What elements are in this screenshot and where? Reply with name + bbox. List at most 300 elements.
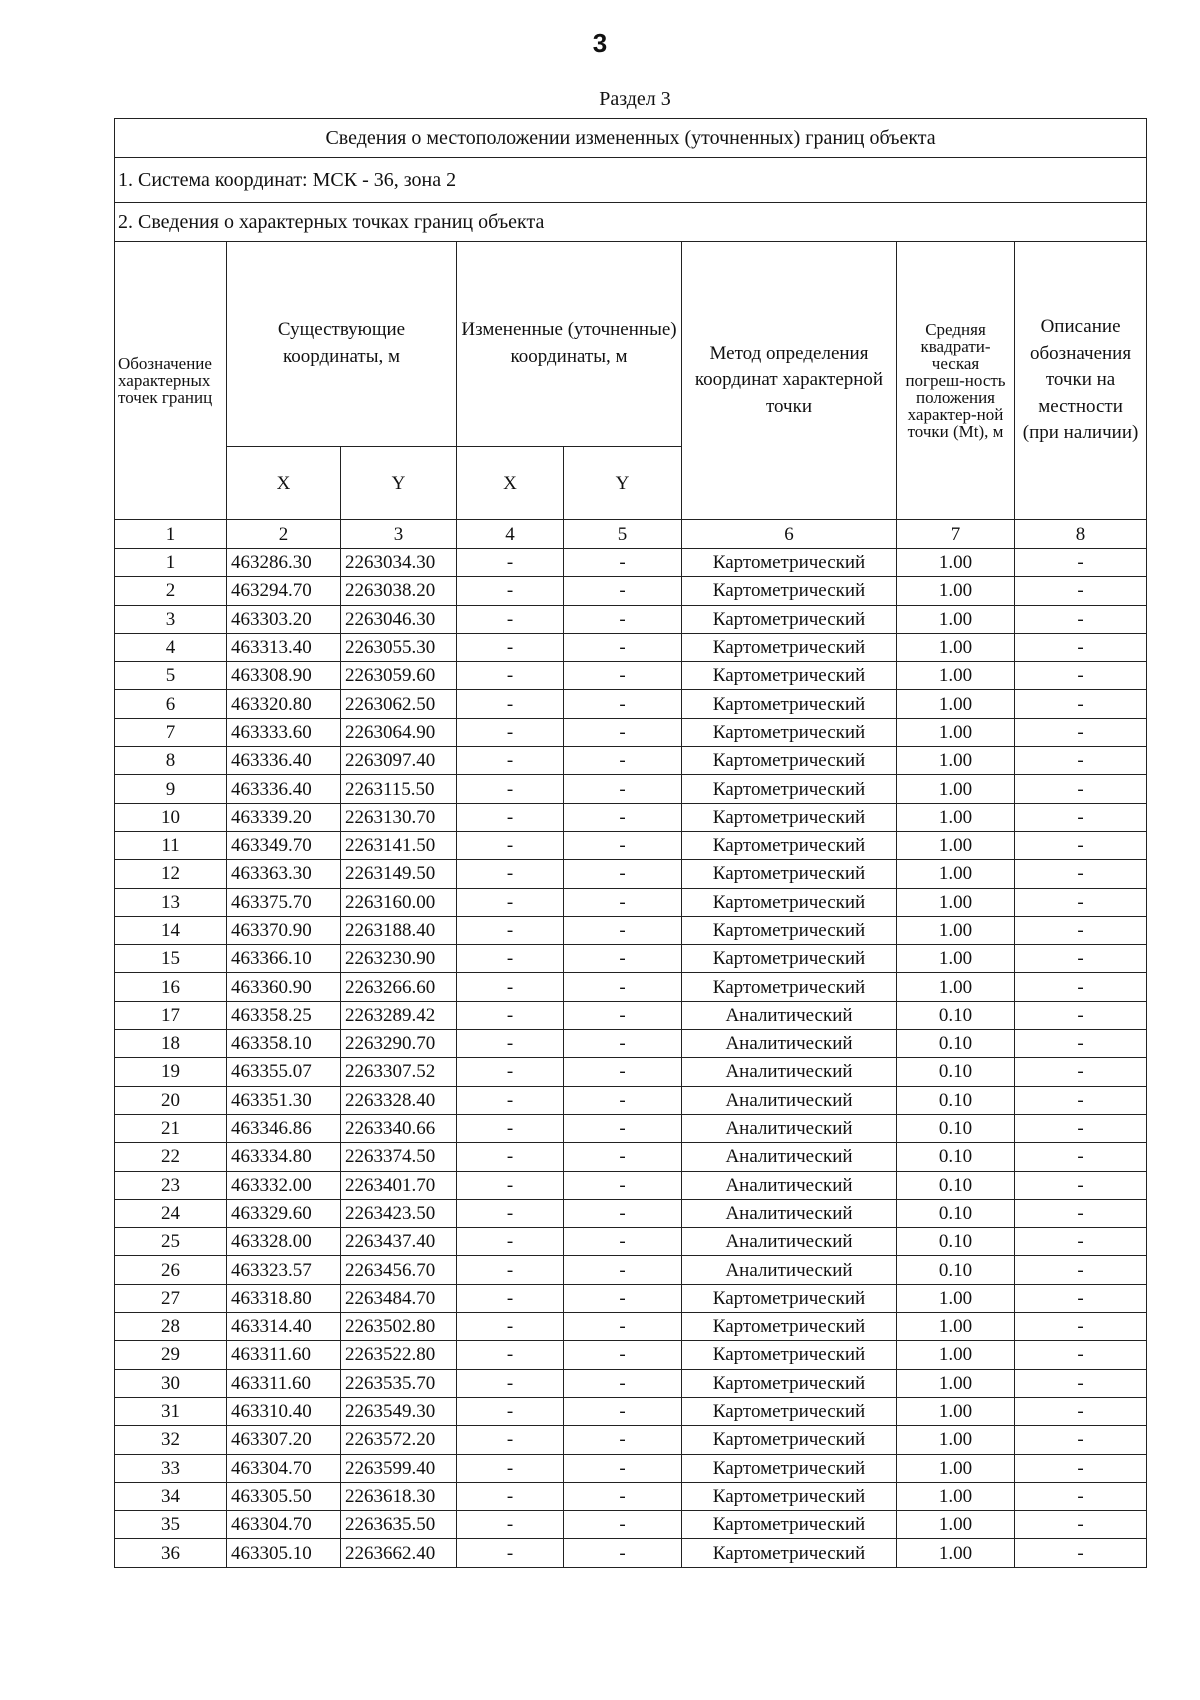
cell-changed-x: - <box>457 1058 564 1086</box>
cell-description: - <box>1015 605 1147 633</box>
cell-point-number: 10 <box>115 803 227 831</box>
cell-method: Картометрический <box>682 1511 897 1539</box>
cell-changed-y: - <box>564 1511 682 1539</box>
cell-description: - <box>1015 916 1147 944</box>
cell-point-number: 14 <box>115 916 227 944</box>
cell-error: 0.10 <box>897 1228 1015 1256</box>
cell-changed-x: - <box>457 577 564 605</box>
cell-changed-y: - <box>564 1228 682 1256</box>
cell-existing-x: 463305.10 <box>227 1539 341 1567</box>
cell-changed-x: - <box>457 1114 564 1142</box>
cell-method: Картометрический <box>682 1284 897 1312</box>
cell-point-number: 33 <box>115 1454 227 1482</box>
cell-description: - <box>1015 718 1147 746</box>
cell-error: 1.00 <box>897 662 1015 690</box>
cell-point-number: 36 <box>115 1539 227 1567</box>
cell-existing-y: 2263599.40 <box>341 1454 457 1482</box>
cell-changed-x: - <box>457 1454 564 1482</box>
column-number: 7 <box>897 520 1015 549</box>
cell-description: - <box>1015 1369 1147 1397</box>
cell-method: Аналитический <box>682 1114 897 1142</box>
cell-point-number: 8 <box>115 747 227 775</box>
cell-changed-x: - <box>457 803 564 831</box>
cell-changed-x: - <box>457 888 564 916</box>
cell-point-number: 4 <box>115 633 227 661</box>
cell-error: 1.00 <box>897 803 1015 831</box>
cell-point-number: 29 <box>115 1341 227 1369</box>
cell-changed-y: - <box>564 945 682 973</box>
cell-point-number: 11 <box>115 831 227 859</box>
cell-description: - <box>1015 633 1147 661</box>
cell-changed-x: - <box>457 973 564 1001</box>
cell-changed-x: - <box>457 718 564 746</box>
cell-existing-y: 2263160.00 <box>341 888 457 916</box>
table-row <box>115 1511 1147 1539</box>
table-row <box>115 888 1147 916</box>
cell-error: 1.00 <box>897 1341 1015 1369</box>
cell-changed-y: - <box>564 1369 682 1397</box>
cell-method: Картометрический <box>682 577 897 605</box>
cell-existing-y: 2263059.60 <box>341 662 457 690</box>
cell-method: Картометрический <box>682 690 897 718</box>
cell-point-number: 21 <box>115 1114 227 1142</box>
cell-description: - <box>1015 549 1147 577</box>
cell-changed-y: - <box>564 1284 682 1312</box>
cell-error: 0.10 <box>897 1143 1015 1171</box>
cell-changed-x: - <box>457 747 564 775</box>
table-row <box>115 1001 1147 1029</box>
cell-existing-x: 463329.60 <box>227 1199 341 1227</box>
cell-method: Аналитический <box>682 1001 897 1029</box>
cell-changed-y: - <box>564 1313 682 1341</box>
cell-existing-y: 2263522.80 <box>341 1341 457 1369</box>
cell-existing-y: 2263115.50 <box>341 775 457 803</box>
cell-changed-x: - <box>457 1199 564 1227</box>
cell-error: 1.00 <box>897 831 1015 859</box>
cell-changed-y: - <box>564 1482 682 1510</box>
table-row <box>115 945 1147 973</box>
table-row <box>115 1539 1147 1567</box>
header-existing-x: X <box>227 447 341 520</box>
cell-method: Картометрический <box>682 1454 897 1482</box>
cell-changed-y: - <box>564 1086 682 1114</box>
cell-existing-y: 2263423.50 <box>341 1199 457 1227</box>
cell-point-number: 18 <box>115 1030 227 1058</box>
table-row <box>115 747 1147 775</box>
header-method: Метод определения координат характерной точки <box>682 242 897 520</box>
cell-method: Аналитический <box>682 1256 897 1284</box>
cell-existing-x: 463355.07 <box>227 1058 341 1086</box>
cell-error: 1.00 <box>897 577 1015 605</box>
cell-error: 1.00 <box>897 718 1015 746</box>
cell-changed-x: - <box>457 1313 564 1341</box>
cell-changed-y: - <box>564 690 682 718</box>
cell-error: 0.10 <box>897 1030 1015 1058</box>
cell-error: 1.00 <box>897 1426 1015 1454</box>
boundary-points-table <box>114 118 1147 1568</box>
cell-existing-y: 2263188.40 <box>341 916 457 944</box>
cell-method: Картометрический <box>682 1341 897 1369</box>
column-number: 1 <box>115 520 227 549</box>
cell-error: 1.00 <box>897 1539 1015 1567</box>
cell-error: 0.10 <box>897 1171 1015 1199</box>
cell-error: 1.00 <box>897 549 1015 577</box>
cell-changed-y: - <box>564 888 682 916</box>
cell-existing-y: 2263034.30 <box>341 549 457 577</box>
cell-point-number: 27 <box>115 1284 227 1312</box>
cell-changed-x: - <box>457 1482 564 1510</box>
cell-error: 1.00 <box>897 605 1015 633</box>
cell-point-number: 13 <box>115 888 227 916</box>
cell-description: - <box>1015 945 1147 973</box>
cell-existing-y: 2263328.40 <box>341 1086 457 1114</box>
cell-description: - <box>1015 1454 1147 1482</box>
cell-error: 0.10 <box>897 1058 1015 1086</box>
cell-existing-y: 2263437.40 <box>341 1228 457 1256</box>
cell-changed-x: - <box>457 1001 564 1029</box>
table-row <box>115 775 1147 803</box>
cell-description: - <box>1015 747 1147 775</box>
cell-method: Аналитический <box>682 1058 897 1086</box>
cell-changed-x: - <box>457 916 564 944</box>
cell-existing-y: 2263374.50 <box>341 1143 457 1171</box>
cell-existing-x: 463307.20 <box>227 1426 341 1454</box>
table-row <box>115 1058 1147 1086</box>
cell-method: Картометрический <box>682 549 897 577</box>
cell-description: - <box>1015 1426 1147 1454</box>
cell-existing-y: 2263064.90 <box>341 718 457 746</box>
table-row <box>115 549 1147 577</box>
cell-description: - <box>1015 1313 1147 1341</box>
cell-changed-y: - <box>564 1539 682 1567</box>
table-row <box>115 1426 1147 1454</box>
header-changed-coordinates: Измененные (уточненные) координаты, м <box>457 242 682 447</box>
cell-error: 1.00 <box>897 860 1015 888</box>
cell-existing-y: 2263130.70 <box>341 803 457 831</box>
table-row <box>115 831 1147 859</box>
cell-changed-x: - <box>457 549 564 577</box>
cell-point-number: 26 <box>115 1256 227 1284</box>
cell-existing-y: 2263572.20 <box>341 1426 457 1454</box>
cell-changed-x: - <box>457 605 564 633</box>
cell-existing-x: 463310.40 <box>227 1397 341 1425</box>
cell-changed-x: - <box>457 1397 564 1425</box>
cell-existing-x: 463336.40 <box>227 747 341 775</box>
cell-description: - <box>1015 1030 1147 1058</box>
cell-point-number: 12 <box>115 860 227 888</box>
cell-changed-y: - <box>564 718 682 746</box>
cell-point-number: 15 <box>115 945 227 973</box>
cell-existing-x: 463358.10 <box>227 1030 341 1058</box>
cell-existing-x: 463346.86 <box>227 1114 341 1142</box>
table-row <box>115 1313 1147 1341</box>
cell-description: - <box>1015 1284 1147 1312</box>
cell-changed-y: - <box>564 605 682 633</box>
cell-error: 1.00 <box>897 775 1015 803</box>
cell-description: - <box>1015 831 1147 859</box>
cell-method: Аналитический <box>682 1030 897 1058</box>
cell-error: 0.10 <box>897 1086 1015 1114</box>
cell-existing-x: 463351.30 <box>227 1086 341 1114</box>
header-changed-x: X <box>457 447 564 520</box>
cell-description: - <box>1015 1143 1147 1171</box>
cell-error: 1.00 <box>897 633 1015 661</box>
cell-changed-x: - <box>457 1284 564 1312</box>
cell-changed-x: - <box>457 1171 564 1199</box>
cell-error: 1.00 <box>897 1511 1015 1539</box>
table-row <box>115 916 1147 944</box>
column-numbers-row <box>115 520 1147 549</box>
cell-existing-y: 2263340.66 <box>341 1114 457 1142</box>
header-existing-coordinates: Существующие координаты, м <box>227 242 457 447</box>
table-row <box>115 1454 1147 1482</box>
cell-method: Картометрический <box>682 775 897 803</box>
table-row <box>115 605 1147 633</box>
cell-existing-y: 2263266.60 <box>341 973 457 1001</box>
cell-method: Картометрический <box>682 1369 897 1397</box>
cell-description: - <box>1015 1114 1147 1142</box>
cell-point-number: 32 <box>115 1426 227 1454</box>
cell-changed-y: - <box>564 1001 682 1029</box>
cell-point-number: 2 <box>115 577 227 605</box>
cell-existing-x: 463305.50 <box>227 1482 341 1510</box>
coordinate-system: 1. Система координат: МСК - 36, зона 2 <box>115 158 1147 203</box>
cell-point-number: 22 <box>115 1143 227 1171</box>
cell-existing-x: 463294.70 <box>227 577 341 605</box>
cell-existing-y: 2263149.50 <box>341 860 457 888</box>
cell-changed-x: - <box>457 860 564 888</box>
cell-changed-x: - <box>457 1426 564 1454</box>
cell-error: 0.10 <box>897 1199 1015 1227</box>
cell-method: Картометрический <box>682 1482 897 1510</box>
cell-changed-x: - <box>457 1143 564 1171</box>
cell-method: Картометрический <box>682 747 897 775</box>
table-row <box>115 1228 1147 1256</box>
cell-error: 1.00 <box>897 945 1015 973</box>
table-row <box>115 1369 1147 1397</box>
cell-changed-x: - <box>457 1030 564 1058</box>
cell-changed-y: - <box>564 633 682 661</box>
cell-method: Картометрический <box>682 662 897 690</box>
cell-point-number: 31 <box>115 1397 227 1425</box>
table-row <box>115 1171 1147 1199</box>
cell-existing-x: 463318.80 <box>227 1284 341 1312</box>
header-description: Описание обозначения точки на местности (при наличии) <box>1015 242 1147 520</box>
cell-error: 1.00 <box>897 690 1015 718</box>
cell-point-number: 5 <box>115 662 227 690</box>
cell-description: - <box>1015 1001 1147 1029</box>
cell-existing-x: 463339.20 <box>227 803 341 831</box>
cell-changed-x: - <box>457 662 564 690</box>
cell-description: - <box>1015 1199 1147 1227</box>
column-number: 6 <box>682 520 897 549</box>
cell-method: Аналитический <box>682 1143 897 1171</box>
cell-existing-x: 463320.80 <box>227 690 341 718</box>
table-row <box>115 1256 1147 1284</box>
table-row <box>115 1086 1147 1114</box>
cell-error: 1.00 <box>897 747 1015 775</box>
cell-method: Картометрический <box>682 605 897 633</box>
cell-changed-y: - <box>564 549 682 577</box>
cell-existing-x: 463304.70 <box>227 1511 341 1539</box>
cell-existing-y: 2263062.50 <box>341 690 457 718</box>
cell-changed-y: - <box>564 803 682 831</box>
cell-existing-y: 2263290.70 <box>341 1030 457 1058</box>
cell-point-number: 30 <box>115 1369 227 1397</box>
cell-existing-y: 2263141.50 <box>341 831 457 859</box>
cell-description: - <box>1015 1228 1147 1256</box>
points-heading-row <box>115 203 1147 242</box>
cell-changed-y: - <box>564 747 682 775</box>
cell-existing-x: 463303.20 <box>227 605 341 633</box>
cell-existing-y: 2263635.50 <box>341 1511 457 1539</box>
cell-existing-x: 463328.00 <box>227 1228 341 1256</box>
cell-changed-y: - <box>564 1114 682 1142</box>
cell-changed-x: - <box>457 831 564 859</box>
table-row <box>115 1114 1147 1142</box>
cell-existing-x: 463323.57 <box>227 1256 341 1284</box>
cell-description: - <box>1015 1086 1147 1114</box>
cell-existing-x: 463333.60 <box>227 718 341 746</box>
column-number: 5 <box>564 520 682 549</box>
cell-changed-y: - <box>564 662 682 690</box>
cell-error: 1.00 <box>897 1369 1015 1397</box>
cell-changed-y: - <box>564 973 682 1001</box>
cell-point-number: 6 <box>115 690 227 718</box>
cell-existing-x: 463286.30 <box>227 549 341 577</box>
cell-point-number: 35 <box>115 1511 227 1539</box>
column-number: 3 <box>341 520 457 549</box>
cell-existing-y: 2263038.20 <box>341 577 457 605</box>
cell-method: Картометрический <box>682 803 897 831</box>
cell-changed-x: - <box>457 1256 564 1284</box>
table-row <box>115 1199 1147 1227</box>
cell-error: 1.00 <box>897 1284 1015 1312</box>
cell-existing-x: 463336.40 <box>227 775 341 803</box>
page-number: 3 <box>592 28 608 58</box>
column-number: 2 <box>227 520 341 549</box>
cell-changed-y: - <box>564 1426 682 1454</box>
table-row <box>115 1341 1147 1369</box>
cell-description: - <box>1015 775 1147 803</box>
cell-existing-y: 2263289.42 <box>341 1001 457 1029</box>
column-number: 8 <box>1015 520 1147 549</box>
cell-changed-y: - <box>564 916 682 944</box>
cell-error: 1.00 <box>897 1397 1015 1425</box>
cell-changed-y: - <box>564 1171 682 1199</box>
table-title: Сведения о местоположении измененных (уточненных) границ объекта <box>115 119 1147 158</box>
cell-description: - <box>1015 690 1147 718</box>
cell-method: Картометрический <box>682 1426 897 1454</box>
cell-point-number: 20 <box>115 1086 227 1114</box>
cell-changed-y: - <box>564 1397 682 1425</box>
cell-point-number: 3 <box>115 605 227 633</box>
cell-changed-y: - <box>564 831 682 859</box>
table-row <box>115 1482 1147 1510</box>
cell-method: Картометрический <box>682 1313 897 1341</box>
table-row <box>115 860 1147 888</box>
cell-changed-x: - <box>457 775 564 803</box>
table-row <box>115 973 1147 1001</box>
cell-existing-x: 463311.60 <box>227 1369 341 1397</box>
header-existing-y: Y <box>341 447 457 520</box>
cell-point-number: 34 <box>115 1482 227 1510</box>
cell-description: - <box>1015 1171 1147 1199</box>
cell-point-number: 16 <box>115 973 227 1001</box>
cell-method: Картометрический <box>682 888 897 916</box>
cell-point-number: 7 <box>115 718 227 746</box>
cell-point-number: 1 <box>115 549 227 577</box>
cell-method: Аналитический <box>682 1171 897 1199</box>
points-heading: 2. Сведения о характерных точках границ объекта <box>115 203 1147 242</box>
cell-method: Аналитический <box>682 1086 897 1114</box>
cell-error: 1.00 <box>897 1454 1015 1482</box>
cell-method: Картометрический <box>682 860 897 888</box>
cell-existing-y: 2263230.90 <box>341 945 457 973</box>
cell-point-number: 19 <box>115 1058 227 1086</box>
cell-error: 1.00 <box>897 973 1015 1001</box>
cell-changed-y: - <box>564 1341 682 1369</box>
section-title: Раздел 3 <box>599 88 671 110</box>
cell-changed-y: - <box>564 860 682 888</box>
cell-description: - <box>1015 577 1147 605</box>
table-row <box>115 662 1147 690</box>
table-row <box>115 577 1147 605</box>
cell-existing-y: 2263456.70 <box>341 1256 457 1284</box>
cell-error: 1.00 <box>897 1482 1015 1510</box>
cell-existing-x: 463360.90 <box>227 973 341 1001</box>
cell-changed-x: - <box>457 633 564 661</box>
cell-existing-x: 463332.00 <box>227 1171 341 1199</box>
cell-changed-y: - <box>564 1143 682 1171</box>
cell-existing-x: 463358.25 <box>227 1001 341 1029</box>
cell-method: Картометрический <box>682 831 897 859</box>
header-point-designation: Обозначение характерных точек границ <box>115 242 227 520</box>
cell-method: Картометрический <box>682 1539 897 1567</box>
cell-changed-y: - <box>564 1256 682 1284</box>
table-row <box>115 1030 1147 1058</box>
cell-point-number: 25 <box>115 1228 227 1256</box>
cell-error: 0.10 <box>897 1256 1015 1284</box>
cell-method: Картометрический <box>682 1397 897 1425</box>
cell-changed-y: - <box>564 1058 682 1086</box>
cell-existing-y: 2263307.52 <box>341 1058 457 1086</box>
cell-description: - <box>1015 1256 1147 1284</box>
header-error: Средняя квадрати-ческая погреш-ность положения характер-ной точки (Mt), м <box>897 242 1015 520</box>
cell-description: - <box>1015 662 1147 690</box>
table-row <box>115 633 1147 661</box>
cell-error: 0.10 <box>897 1001 1015 1029</box>
table-row <box>115 1284 1147 1312</box>
cell-existing-y: 2263097.40 <box>341 747 457 775</box>
cell-description: - <box>1015 1539 1147 1567</box>
table-row <box>115 1143 1147 1171</box>
cell-changed-y: - <box>564 1030 682 1058</box>
cell-error: 1.00 <box>897 888 1015 916</box>
cell-existing-y: 2263401.70 <box>341 1171 457 1199</box>
cell-existing-x: 463375.70 <box>227 888 341 916</box>
table-row <box>115 1397 1147 1425</box>
cell-point-number: 17 <box>115 1001 227 1029</box>
header-changed-y: Y <box>564 447 682 520</box>
cell-existing-x: 463366.10 <box>227 945 341 973</box>
cell-existing-y: 2263502.80 <box>341 1313 457 1341</box>
cell-method: Картометрический <box>682 945 897 973</box>
column-number: 4 <box>457 520 564 549</box>
cell-description: - <box>1015 1341 1147 1369</box>
cell-point-number: 23 <box>115 1171 227 1199</box>
cell-changed-x: - <box>457 1369 564 1397</box>
